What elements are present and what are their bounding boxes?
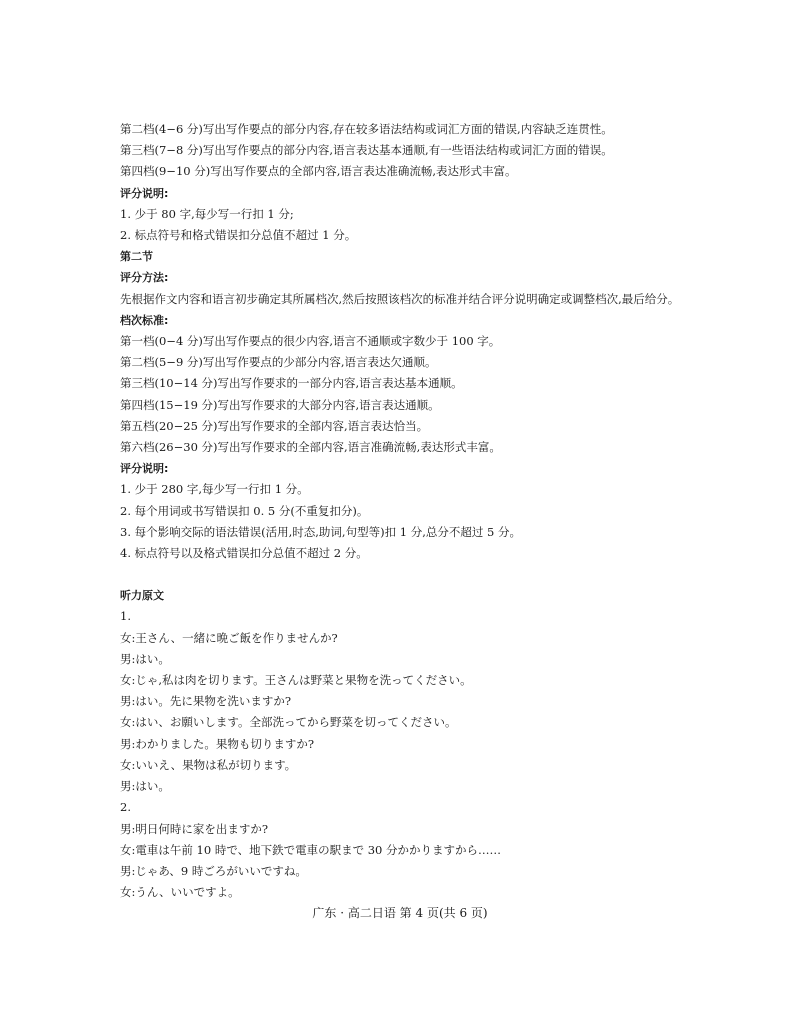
note-line: 3. 每个影响交际的语法错误(活用,时态,助词,句型等)扣 1 分,总分不超过 5 分。 — [120, 524, 521, 539]
scoring-method-text: 先根据作文内容和语言初步确定其所属档次,然后按照该档次的标准并结合评分说明确定或调整档次,最后给分。 — [120, 291, 680, 306]
dialog-line: 男:はい。先に果物を洗いますか? — [120, 694, 292, 709]
level-line: 第二档(4−6 分)写出写作要点的部分内容,存在较多语法结构或词汇方面的错误,内容缺乏连贯性。 — [120, 122, 613, 136]
dialog-line: 女:いいえ、果物は私が切ります。 — [120, 757, 297, 772]
spacer — [120, 564, 720, 585]
scoring-notes-heading: 评分说明: — [120, 186, 169, 200]
dialog-line: 女:電車は午前 10 時で、地下鉄で電車の駅まで 30 分かかりますから…… — [120, 842, 502, 857]
level-line: 第三档(10−14 分)写出写作要求的一部分内容,语言表达基本通顺。 — [120, 376, 463, 391]
dialog-line: 男:はい。 — [120, 651, 170, 666]
scoring-notes-heading: 评分说明: — [120, 462, 169, 476]
level-line: 第三档(7−8 分)写出写作要点的部分内容,语言表达基本通顺,有一些语法结构或词汇方面的错误。 — [120, 143, 613, 158]
dialog-line: 男:はい。 — [120, 779, 170, 794]
page-content — [120, 119, 720, 903]
note-line: 1. 少于 80 字,每少写一行扣 1 分; — [120, 206, 294, 221]
dialog-line: 女:じゃ,私は肉を切ります。王さんは野菜と果物を洗ってください。 — [120, 673, 472, 688]
level-line: 第六档(26−30 分)写出写作要求的全部内容,语言准确流畅,表达形式丰富。 — [120, 440, 501, 455]
page-footer: 广东 · 高二日语 第 4 页(共 6 页) — [312, 906, 488, 920]
note-line: 2. 每个用词或书写错误扣 0. 5 分(不重复扣分)。 — [120, 503, 369, 518]
dialog-number: 1. — [120, 609, 131, 624]
dialog-line: 男:明日何時に家を出ますか? — [120, 821, 269, 836]
dialog-number: 2. — [120, 800, 131, 815]
section-heading: 第二节 — [120, 250, 153, 264]
listening-heading: 听力原文 — [120, 589, 164, 603]
level-line: 第四档(15−19 分)写出写作要求的大部分内容,语言表达通顺。 — [120, 397, 440, 412]
level-line: 第二档(5−9 分)写出写作要点的少部分内容,语言表达欠通顺。 — [120, 355, 437, 370]
dialog-line: 女:うん、いいですよ。 — [120, 885, 240, 900]
level-line: 第四档(9−10 分)写出写作要点的全部内容,语言表达准确流畅,表达形式丰富。 — [120, 164, 517, 179]
dialog-line: 男:わかりました。果物も切りますか? — [120, 736, 315, 751]
level-line: 第一档(0−4 分)写出写作要点的很少内容,语言不通顺或字数少于 100 字。 — [120, 334, 501, 349]
dialog-line: 男:じゃあ、9 時ごろがいいですね。 — [120, 863, 307, 878]
scoring-method-heading: 评分方法: — [120, 271, 169, 285]
level-line: 第五档(20−25 分)写出写作要求的全部内容,语言表达恰当。 — [120, 418, 429, 433]
levels-heading: 档次标准: — [120, 313, 169, 327]
note-line: 2. 标点符号和格式错误扣分总值不超过 1 分。 — [120, 228, 357, 243]
dialog-line: 女:はい、お願いします。全部洗ってから野菜を切ってください。 — [120, 715, 457, 730]
note-line: 1. 少于 280 字,每少写一行扣 1 分。 — [120, 482, 309, 497]
dialog-line: 女:王さん、一緒に晩ご飯を作りませんか? — [120, 630, 338, 645]
note-line: 4. 标点符号以及格式错误扣分总值不超过 2 分。 — [120, 546, 368, 561]
